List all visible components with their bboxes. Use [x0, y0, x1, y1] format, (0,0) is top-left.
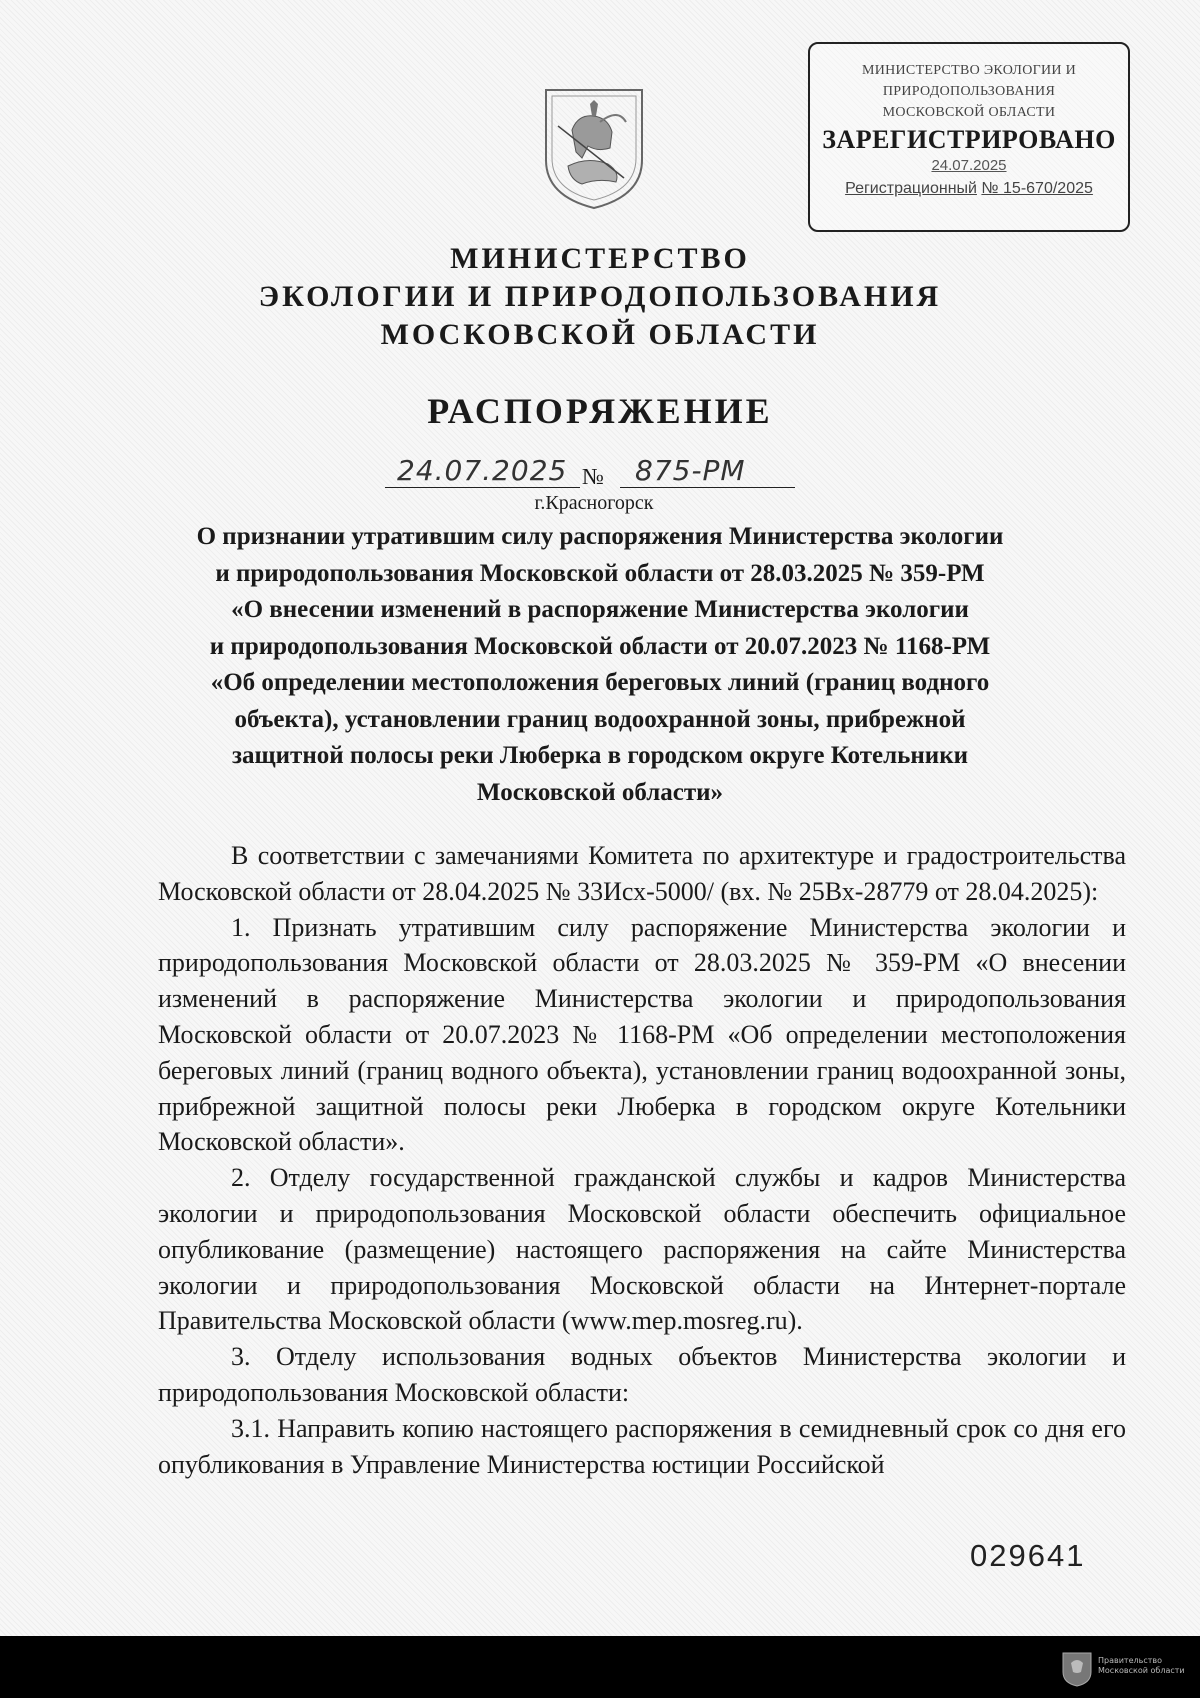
document-body: [158, 838, 1126, 1482]
date-underline: [385, 487, 580, 488]
body-paragraph: 3. Отделу использования водных объектов Министерства экологии и природопользования Московской области:: [158, 1342, 1126, 1407]
body-paragraph: 3.1. Направить копию настоящего распоряжения в семидневный срок со дня его опубликования в Управление Министерства юстиции Российской: [158, 1413, 1126, 1479]
date-number-line: [385, 452, 795, 492]
registration-stamp: [808, 42, 1130, 232]
footer-emblem-icon: [1060, 1650, 1094, 1688]
stamp-organization: МИНИСТЕРСТВО ЭКОЛОГИИ И ПРИРОДОПОЛЬЗОВАНИЯ МОСКОВСКОЙ ОБЛАСТИ: [861, 63, 1077, 120]
document-type: РАСПОРЯЖЕНИЕ: [427, 391, 773, 431]
handwritten-date: 24.07.2025: [397, 454, 568, 487]
handwritten-number: 875-РМ: [635, 454, 746, 487]
stamp-status: ЗАРЕГИСТРИРОВАНО: [822, 125, 1116, 154]
number-sign: №: [582, 464, 604, 489]
ministry-name: МИНИСТЕРСТВО ЭКОЛОГИИ И ПРИРОДОПОЛЬЗОВАНИЯ МОСКОВСКОЙ ОБЛАСТИ: [258, 242, 942, 351]
coat-of-arms-icon: [538, 86, 650, 212]
footer-bar: [0, 1636, 1200, 1698]
body-paragraph: 1. Признать утратившим силу распоряжение Министерства экологии и природопользования Московской области от 28.03.2025 № 359-РМ «О внесении изменений в распоряжение Министерства экологии и природопользования Московской области от 20.07.2023 № 1168-РМ «Об определении местоположения береговых линий (границ водного объекта), установлении границ водоохранной зоны, прибрежной защитной полосы реки Люберка в городском округе Котельники Московской области».: [158, 912, 1126, 1157]
city: г.Красногорск: [534, 492, 654, 514]
stamp-reg-number: Регистрационный № 15-670/2025: [845, 180, 1093, 197]
document-heading: О признании утратившим силу распоряжения Министерства экологии и природопользования Московской области от 28.03.2025 № 359-РМ «О внесении изменений в распоряжение Министерства экологии и природопользования Московской области от 20.07.2023 № 1168-РМ «Об определении местоположения береговых линий (границ водного объекта), установлении границ водоохранной зоны, прибрежной защитной полосы реки Люберка в городском округе Котельники Московской области»: [196, 523, 1004, 806]
page-code: 029641: [970, 1538, 1086, 1573]
footer-text: Правительство Московской области: [1098, 1656, 1185, 1675]
stamp-date: 24.07.2025: [931, 157, 1007, 174]
body-paragraph: 2. Отделу государственной гражданской службы и кадров Министерства экологии и природопользования Московской области обеспечить официальное опубликование (размещение) настоящего распоряжения на сайте Министерства экологии и природопользования Московской области на Интернет-портале Правительства Московской области (www.mep.mosreg.ru).: [158, 1163, 1126, 1336]
body-paragraph: В соответствии с замечаниями Комитета по архитектуре и градостроительства Московской области от 28.04.2025 № 33Исх-5000/ (вх. № 25Вх-28779 от 28.04.2025):: [158, 841, 1126, 906]
number-underline: [620, 487, 795, 488]
